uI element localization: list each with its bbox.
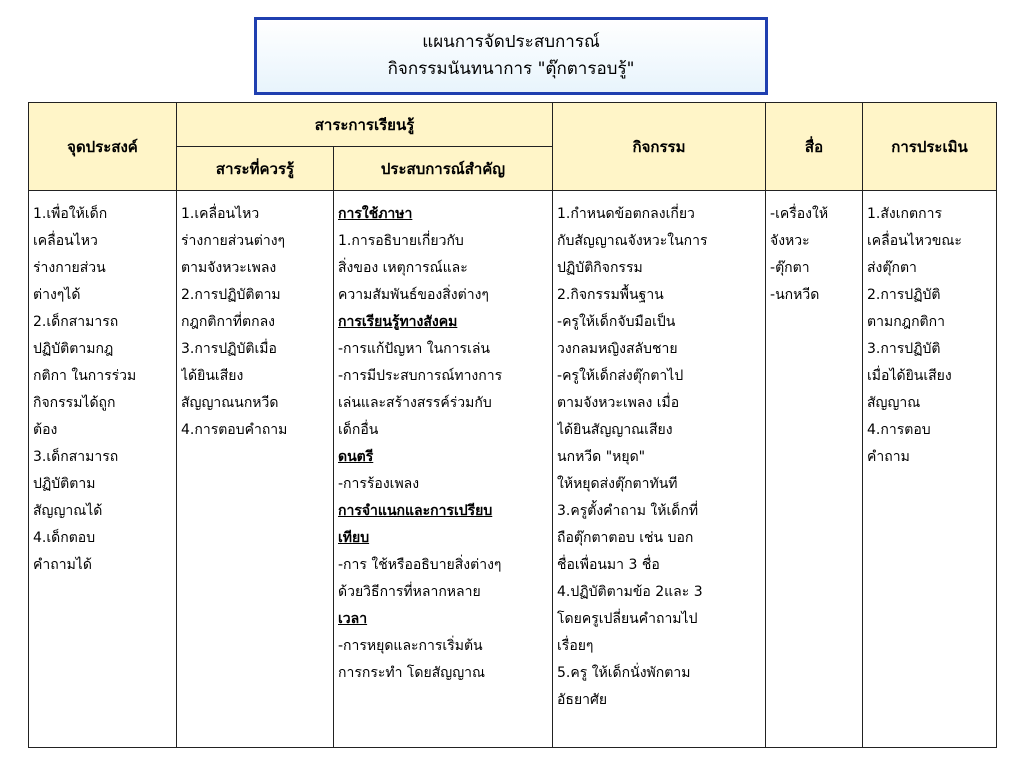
cell-line: -นกหวีด — [770, 287, 820, 303]
plan-title-box — [254, 17, 768, 95]
cell-line: ชื่อเพื่อนมา 3 ชื่อ — [557, 557, 660, 573]
cell-line: 3.ครูตั้งคำถาม ให้เด็กที่ — [557, 503, 699, 519]
cell-line: -การร้องเพลง — [338, 476, 420, 492]
cell-line: 1.เพื่อให้เด็ก — [33, 206, 108, 222]
plan-title: แผนการจัดประสบการณ์ — [422, 32, 600, 52]
cell-line: 3.เด็กสามารถ — [33, 449, 119, 465]
activity-cell — [553, 191, 766, 748]
section-heading: การเรียนรู้ทางสังคม — [338, 314, 458, 330]
cell-line: ปฏิบัติกิจกรรม — [557, 260, 643, 276]
cell-line: ปฏิบัติตาม — [33, 476, 96, 492]
plan-subtitle: กิจกรรมนันทนาการ "ตุ๊กตารอบรู้" — [387, 59, 635, 79]
experience-cell — [334, 191, 553, 748]
header-knowledge: สาระที่ควรรู้ — [177, 147, 334, 191]
section-heading: ดนตรี — [338, 449, 374, 465]
cell-line: 2.การปฏิบัติตาม — [181, 287, 281, 303]
cell-line: ได้ยินสัญญาณเสียง — [557, 422, 673, 438]
cell-line: -เครื่องให้ — [770, 206, 829, 222]
cell-line: วงกลมหญิงสลับชาย — [557, 341, 678, 357]
cell-line: เคลื่อนไหวขณะ — [867, 233, 962, 249]
cell-line: สัญญาณได้ — [33, 503, 103, 519]
cell-line: 2.กิจกรรมพื้นฐาน — [557, 287, 664, 303]
cell-line: -การหยุดและการเริ่มต้น — [338, 638, 483, 654]
cell-line: ปฏิบัติตามกฎ — [33, 341, 114, 357]
cell-line: เคลื่อนไหว — [33, 233, 98, 249]
header-activity: กิจกรรม — [553, 103, 766, 191]
header-key-experience: ประสบการณ์สำคัญ — [334, 147, 553, 191]
cell-line: กับสัญญาณจังหวะในการ — [557, 233, 708, 249]
cell-line: สัญญาณนกหวีด — [181, 395, 279, 411]
cell-line: -การมีประสบการณ์ทางการ — [338, 368, 503, 384]
lesson-plan-table — [28, 102, 997, 748]
cell-line: 2.การปฏิบัติ — [867, 287, 941, 303]
cell-line: สัญญาณ — [867, 395, 921, 411]
cell-line: 4.การตอบคำถาม — [181, 422, 288, 438]
cell-line: ต้อง — [33, 422, 58, 438]
cell-line: 2.เด็กสามารถ — [33, 314, 119, 330]
cell-line: -ครูให้เด็กจับมือเป็น — [557, 314, 676, 330]
cell-line: -ครูให้เด็กส่งตุ๊กตาไป — [557, 368, 684, 384]
cell-line: เด็กอื่น — [338, 422, 379, 438]
cell-line: สิ่งของ เหตุการณ์และ — [338, 260, 468, 276]
cell-line: 1.การอธิบายเกี่ยวกับ — [338, 233, 464, 249]
section-heading: การใช้ภาษา — [338, 206, 413, 222]
cell-line: 1.เคลื่อนไหว — [181, 206, 260, 222]
cell-line: จังหวะ — [770, 233, 810, 249]
cell-line: 4.เด็กตอบ — [33, 530, 96, 546]
cell-line: ตามจังหวะเพลง — [181, 260, 277, 276]
cell-line: คำถามได้ — [33, 557, 92, 573]
cell-line: อัธยาศัย — [557, 692, 608, 708]
cell-line: 1.กำหนดข้อตกลงเกี่ยว — [557, 206, 695, 222]
cell-line: 4.การตอบ — [867, 422, 931, 438]
cell-line: ได้ยินเสียง — [181, 368, 244, 384]
cell-line: ให้หยุดส่งตุ๊กตาทันที — [557, 476, 678, 492]
cell-line: กิจกรรมได้ถูก — [33, 395, 116, 411]
cell-line: 1.สังเกตการ — [867, 206, 942, 222]
cell-line: ต่างๆได้ — [33, 287, 81, 303]
cell-line: ตามกฎกติกา — [867, 314, 945, 330]
section-heading: เวลา — [338, 611, 368, 627]
cell-line: คำถาม — [867, 449, 910, 465]
cell-line: กติกา ในการร่วม — [33, 368, 137, 384]
media-cell — [766, 191, 863, 748]
cell-line: -ตุ๊กตา — [770, 260, 810, 276]
header-objective: จุดประสงค์ — [29, 103, 177, 191]
knowledge-cell — [177, 191, 334, 748]
header-learning-content: สาระการเรียนรู้ — [177, 103, 553, 147]
cell-line: ตามจังหวะเพลง เมื่อ — [557, 395, 680, 411]
header-evaluation: การประเมิน — [863, 103, 997, 191]
header-media: สื่อ — [766, 103, 863, 191]
cell-line: ร่างกายส่วน — [33, 260, 106, 276]
evaluation-cell — [863, 191, 997, 748]
cell-line: -การ ใช้หรืออธิบายสิ่งต่างๆ — [338, 557, 502, 573]
cell-line: ความสัมพันธ์ของสิ่งต่างๆ — [338, 287, 489, 303]
cell-line: ด้วยวิธีการที่หลากหลาย — [338, 584, 481, 600]
cell-line: 3.การปฏิบัติ — [867, 341, 941, 357]
section-heading: เทียบ — [338, 530, 370, 546]
cell-line: 5.ครู ให้เด็กนั่งพักตาม — [557, 665, 691, 681]
cell-line: กฎกติกาที่ตกลง — [181, 314, 275, 330]
section-heading: การจำแนกและการเปรียบ — [338, 503, 493, 519]
cell-line: -การแก้ปัญหา ในการเล่น — [338, 341, 490, 357]
cell-line: 4.ปฏิบัติตามข้อ 2และ 3 — [557, 584, 703, 600]
cell-line: เรื่อยๆ — [557, 638, 594, 654]
cell-line: เล่นและสร้างสรรค์ร่วมกับ — [338, 395, 492, 411]
cell-line: นกหวีด "หยุด" — [557, 449, 646, 465]
cell-line: การกระทำ โดยสัญญาณ — [338, 665, 485, 681]
cell-line: 3.การปฏิบัติเมื่อ — [181, 341, 277, 357]
objective-cell — [29, 191, 177, 748]
cell-line: เมื่อได้ยินเสียง — [867, 368, 952, 384]
cell-line: ส่งตุ๊กตา — [867, 260, 917, 276]
cell-line: โดยครูเปลี่ยนคำถามไป — [557, 611, 698, 627]
cell-line: ร่างกายส่วนต่างๆ — [181, 233, 286, 249]
cell-line: ถือตุ๊กตาตอบ เช่น บอก — [557, 530, 694, 546]
